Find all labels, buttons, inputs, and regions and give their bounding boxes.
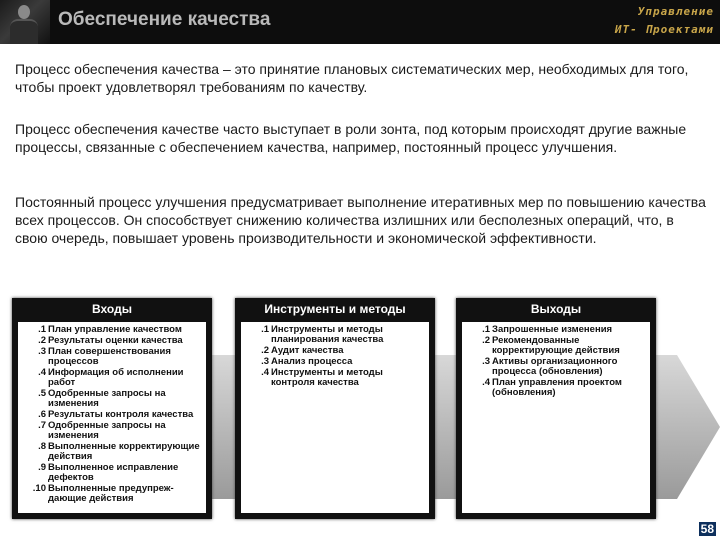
tools-methods-column (235, 298, 435, 519)
item-number: .1 (482, 324, 490, 335)
list-item (466, 357, 646, 377)
item-number: .3 (38, 346, 46, 357)
item-number: .2 (482, 335, 490, 346)
slide-title: Обеспечение качества (58, 9, 271, 30)
item-text: Инструменты и методы планирования качества (271, 324, 384, 345)
item-text: Одобренные запросы на изменения (48, 420, 166, 441)
list-item (22, 442, 202, 462)
item-number: .3 (482, 356, 490, 367)
list-item (466, 378, 646, 398)
item-text: План совершенствования процессов (48, 346, 171, 367)
item-number: .4 (38, 367, 46, 378)
item-text: План управления проектом (обновления) (492, 377, 622, 398)
outputs-body (462, 322, 650, 513)
list-item (22, 421, 202, 441)
tools-methods-list (241, 322, 429, 388)
list-item (22, 347, 202, 367)
brand-line-2: ИТ- Проектами (614, 23, 714, 36)
list-item (22, 336, 202, 346)
item-number: .10 (32, 483, 46, 494)
item-text: Выполненное исправление дефектов (48, 462, 179, 483)
item-text: Активы организационного процесса (обновления) (492, 356, 618, 377)
tools-methods-header: Инструменты и методы (264, 302, 406, 316)
brand-line-1: Управление (637, 5, 714, 18)
list-item (466, 336, 646, 356)
presenter-photo (0, 0, 50, 44)
paragraph-2: Процесс обеспечения качестве часто выступает в роли зонта, под которым происходят другие важные процессы, связанные с обеспечением качества, например, постоянный процесс улучшения. (15, 121, 687, 155)
item-text: Выполненные предупреж-дающие действия (48, 483, 174, 504)
list-item (22, 463, 202, 483)
item-number: .4 (482, 377, 490, 388)
item-number: .4 (261, 367, 269, 378)
item-number: .9 (38, 462, 46, 473)
item-text: План управление качеством (48, 324, 182, 335)
item-text: Анализ процесса (271, 356, 353, 367)
list-item (466, 325, 646, 335)
list-item (245, 346, 425, 356)
list-item (22, 368, 202, 388)
tools-methods-body (241, 322, 429, 513)
page-number: 58 (700, 522, 714, 536)
brand-logo (615, 3, 714, 39)
list-item (245, 325, 425, 345)
list-item (22, 410, 202, 420)
inputs-header: Входы (92, 302, 132, 316)
list-item (22, 484, 202, 504)
item-number: .3 (261, 356, 269, 367)
item-number: .1 (38, 324, 46, 335)
list-item (245, 368, 425, 388)
item-number: .7 (38, 420, 46, 431)
inputs-list (18, 322, 206, 504)
outputs-column (456, 298, 656, 519)
item-number: .6 (38, 409, 46, 420)
item-text: Результаты контроля качества (48, 409, 194, 420)
inputs-column (12, 298, 212, 519)
list-item (22, 325, 202, 335)
inputs-body (18, 322, 206, 513)
list-item (22, 389, 202, 409)
item-text: Выполненные корректирующие действия (48, 441, 200, 462)
item-number: .1 (261, 324, 269, 335)
outputs-list (462, 322, 650, 398)
item-text: Аудит качества (271, 345, 344, 356)
item-number: .2 (261, 345, 269, 356)
paragraph-3: Постоянный процесс улучшения предусматривает выполнение итеративных мер по повышению качества всех процессов. Он способствует снижению количества излишних или бесполезных операций, что, в свою очередь, повышает уровень производительности и экономической эффективности. (15, 194, 706, 246)
item-text: Информация об исполнении работ (48, 367, 184, 388)
list-item (245, 357, 425, 367)
item-number: .2 (38, 335, 46, 346)
outputs-header: Выходы (530, 302, 582, 316)
item-text: Запрошенные изменения (492, 324, 613, 335)
slide-header (0, 0, 720, 44)
item-text: Результаты оценки качества (48, 335, 183, 346)
item-text: Рекомендованные корректирующие действия (492, 335, 620, 356)
item-number: .8 (38, 441, 46, 452)
item-text: Инструменты и методы контроля качества (271, 367, 383, 388)
paragraph-1: Процесс обеспечения качества – это принятие плановых систематических мер, необходимых для того, чтобы проект удовлетворял требованиям по качеству. (15, 61, 689, 95)
item-text: Одобренные запросы на изменения (48, 388, 166, 409)
item-number: .5 (38, 388, 46, 399)
